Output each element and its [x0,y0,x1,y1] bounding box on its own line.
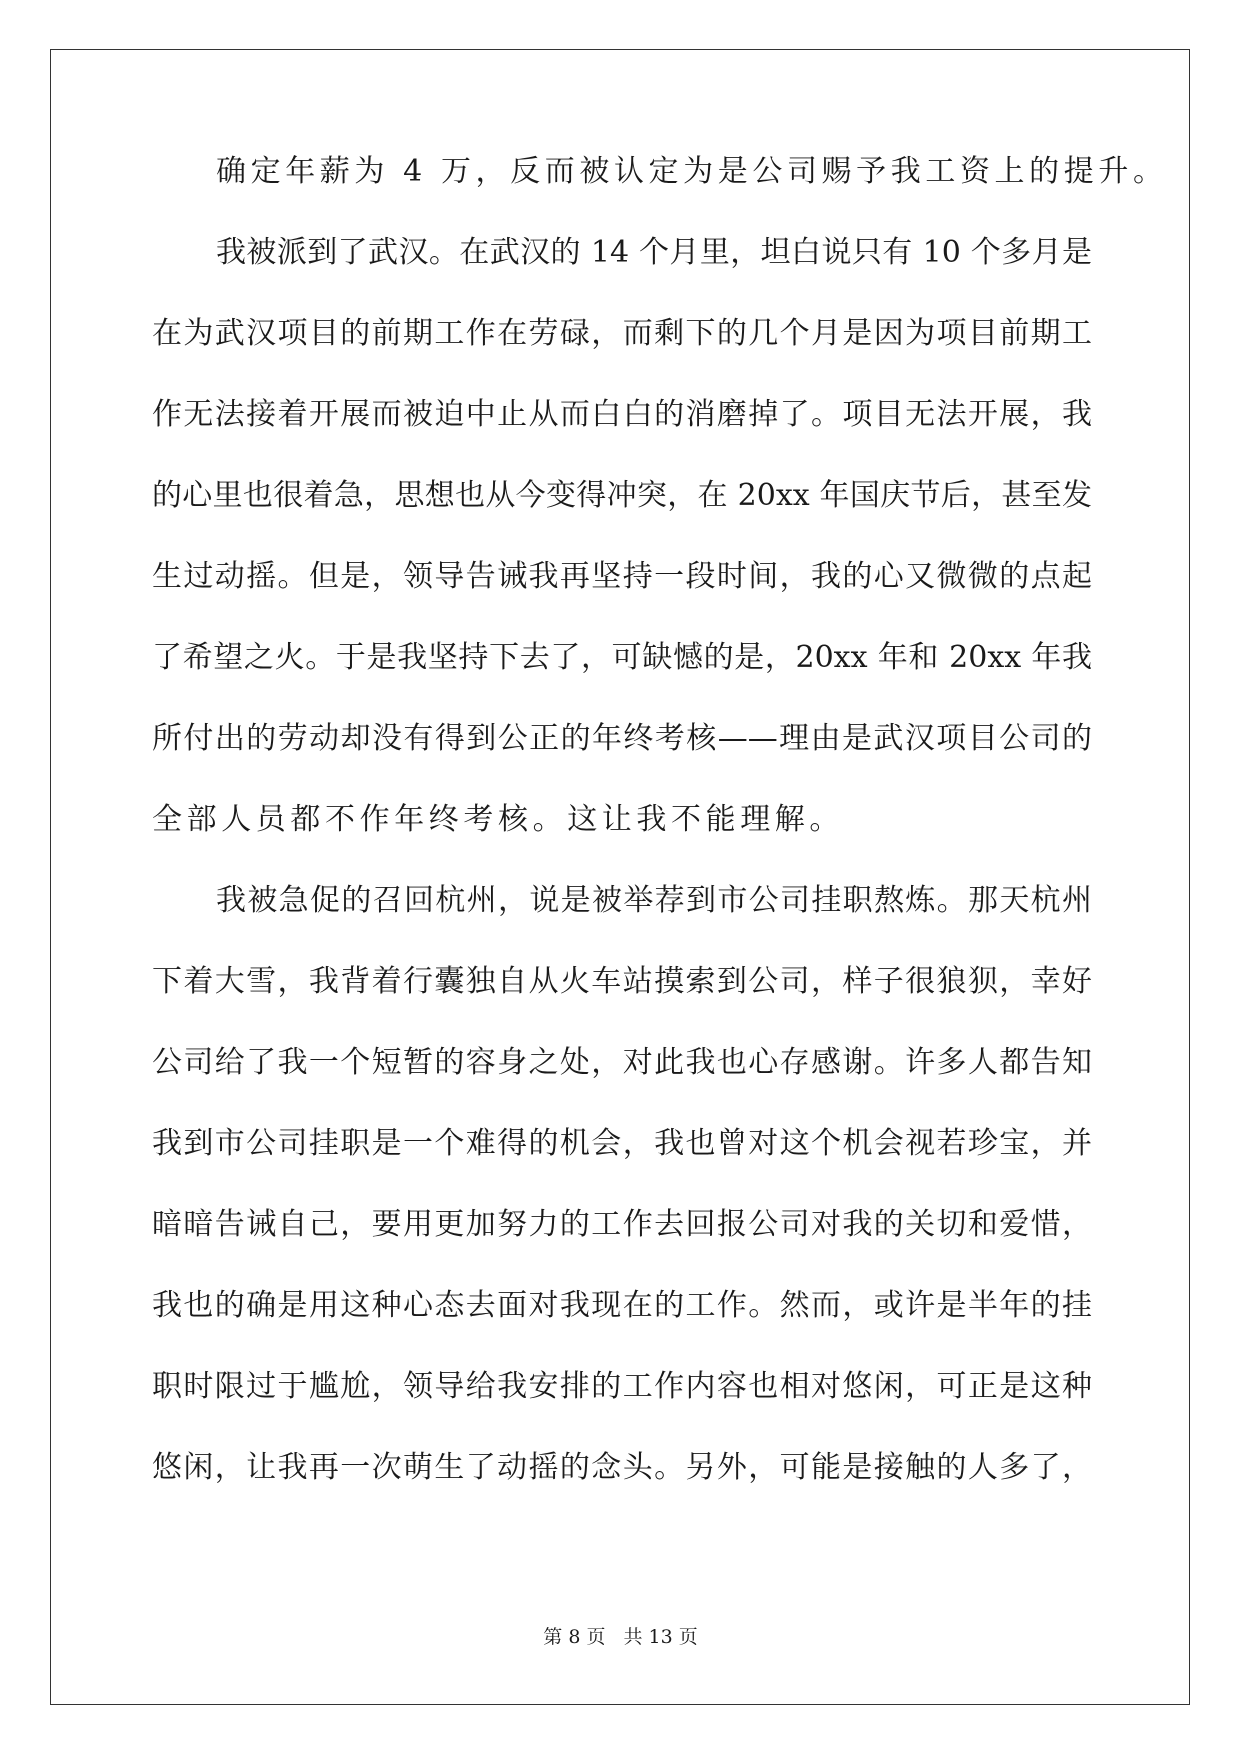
text-line: 作无法接着开展而被迫中止从而白白的消磨掉了。项目无法开展，我 [152,397,1092,432]
page-footer [0,1626,1241,1648]
text-line: 职时限过于尴尬，领导给我安排的工作内容也相对悠闲，可正是这种 [152,1369,1092,1404]
text-line: 我也的确是用这种心态去面对我现在的工作。然而，或许是半年的挂 [152,1288,1092,1323]
text-line: 我被急促的召回杭州，说是被举荐到市公司挂职熬炼。那天杭州 [216,883,1092,918]
text-line: 的心里也很着急，思想也从今变得冲突，在 20xx 年国庆节后，甚至发 [152,478,1092,513]
text-line: 了希望之火。于是我坚持下去了，可缺憾的是，20xx 年和 20xx 年我 [152,640,1092,675]
text-line: 我到市公司挂职是一个难得的机会，我也曾对这个机会视若珍宝，并 [152,1126,1092,1161]
text-line: 在为武汉项目的前期工作在劳碌，而剩下的几个月是因为项目前期工 [152,316,1092,351]
text-line: 生过动摇。但是，领导告诫我再坚持一段时间，我的心又微微的点起 [152,559,1092,594]
text-line: 所付出的劳动却没有得到公正的年终考核——理由是武汉项目公司的 [152,721,1092,756]
text-line: 暗暗告诫自己，要用更加努力的工作去回报公司对我的关切和爱惜， [152,1207,1092,1242]
text-line: 确定年薪为 4 万，反而被认定为是公司赐予我工资上的提升。 [216,154,1168,189]
text-line: 我被派到了武汉。在武汉的 14 个月里，坦白说只有 10 个多月是 [216,235,1092,270]
text-line: 下着大雪，我背着行囊独自从火车站摸索到公司，样子很狼狈，幸好 [152,964,1092,999]
text-line: 公司给了我一个短暂的容身之处，对此我也心存感谢。许多人都告知 [152,1045,1092,1080]
page-number: 第 8 页 [543,1626,606,1648]
page-total: 共 13 页 [623,1626,698,1648]
text-line: 全部人员都不作年终考核。这让我不能理解。 [152,802,844,837]
document-body [152,154,1168,1534]
text-line: 悠闲，让我再一次萌生了动摇的念头。另外，可能是接触的人多了， [152,1450,1092,1485]
